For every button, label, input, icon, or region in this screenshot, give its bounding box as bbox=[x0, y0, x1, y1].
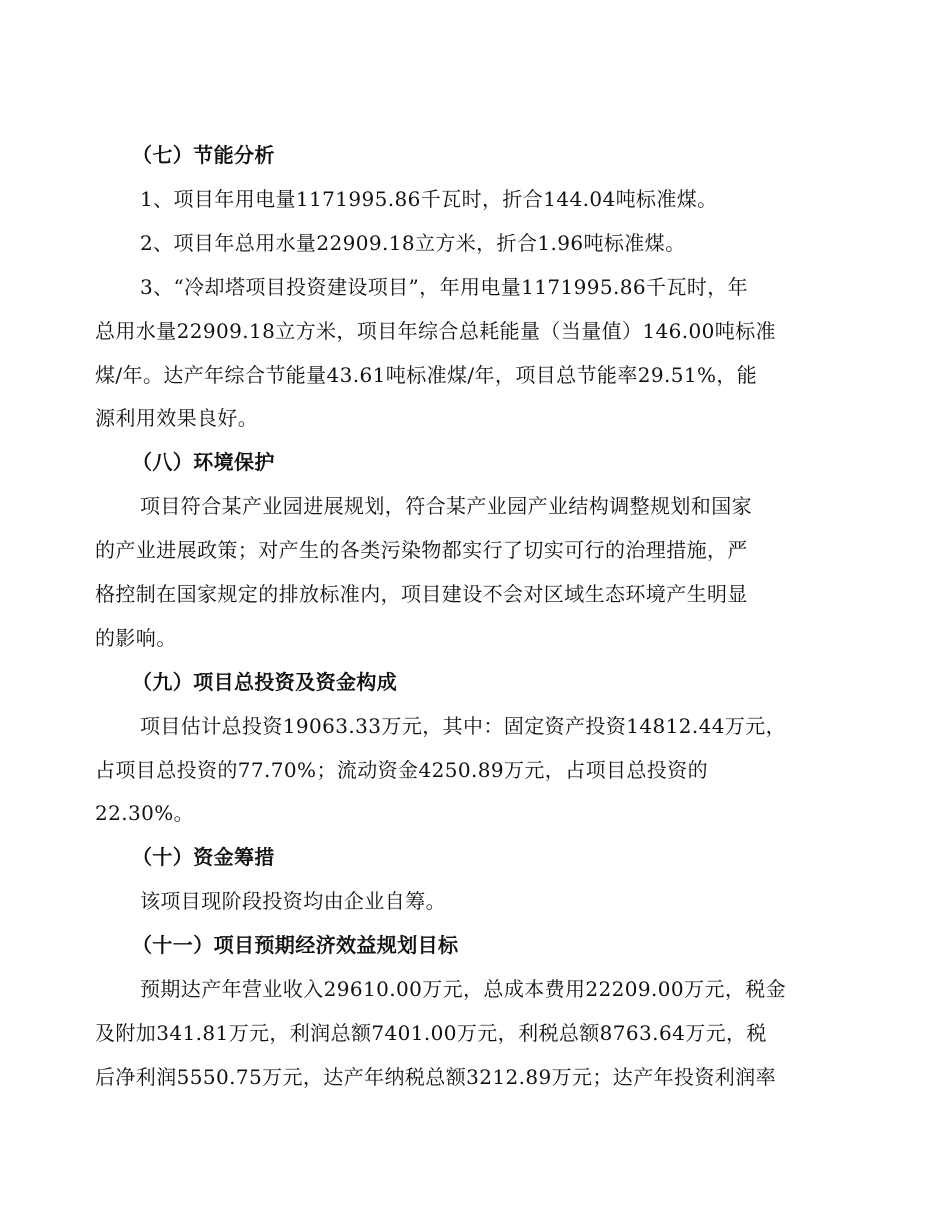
section-heading-funding: （十）资金筹措 bbox=[132, 845, 275, 869]
investment-line-2: 占项目总投资的77.70%；流动资金4250.89万元，占项目总投资的 bbox=[95, 758, 708, 782]
environment-line-4: 的影响。 bbox=[95, 626, 177, 650]
section-heading-investment: （九）项目总投资及资金构成 bbox=[132, 670, 398, 694]
section-heading-economics: （十一）项目预期经济效益规划目标 bbox=[132, 933, 459, 957]
investment-line-3: 22.30%。 bbox=[95, 801, 195, 825]
energy-item-3-line-4: 源利用效果良好。 bbox=[95, 406, 259, 430]
energy-item-3-line-2: 总用水量22909.18立方米，项目年综合总耗能量（当量值）146.00吨标准 bbox=[95, 319, 777, 343]
environment-line-2: 的产业进展政策；对产生的各类污染物都实行了切实可行的治理措施，严 bbox=[95, 538, 748, 562]
energy-item-1: 1、项目年用电量1171995.86千瓦时，折合144.04吨标准煤。 bbox=[140, 187, 718, 211]
environment-line-3: 格控制在国家规定的排放标准内，项目建设不会对区域生态环境产生明显 bbox=[95, 582, 748, 606]
section-heading-environment: （八）环境保护 bbox=[132, 450, 275, 474]
economics-line-1: 预期达产年营业收入29610.00万元，总成本费用22209.00万元，税金 bbox=[140, 977, 787, 1001]
energy-item-2: 2、项目年总用水量22909.18立方米，折合1.96吨标准煤。 bbox=[140, 231, 686, 255]
environment-line-1: 项目符合某产业园进展规划，符合某产业园产业结构调整规划和国家 bbox=[140, 494, 752, 518]
section-heading-energy: （七）节能分析 bbox=[132, 143, 275, 167]
energy-item-3-line-1: 3、“冷却塔项目投资建设项目”，年用电量1171995.86千瓦时，年 bbox=[140, 275, 749, 299]
investment-line-1: 项目估计总投资19063.33万元，其中：固定资产投资14812.44万元， bbox=[140, 714, 787, 738]
economics-line-3: 后净利润5550.75万元，达产年纳税总额3212.89万元；达产年投资利润率 bbox=[95, 1065, 777, 1089]
economics-line-2: 及附加341.81万元，利润总额7401.00万元，利税总额8763.64万元，税 bbox=[95, 1021, 767, 1045]
funding-line-1: 该项目现阶段投资均由企业自筹。 bbox=[140, 889, 446, 913]
energy-item-3-line-3: 煤/年。达产年综合节能量43.61吨标准煤/年，项目总节能率29.51%，能 bbox=[95, 363, 758, 387]
